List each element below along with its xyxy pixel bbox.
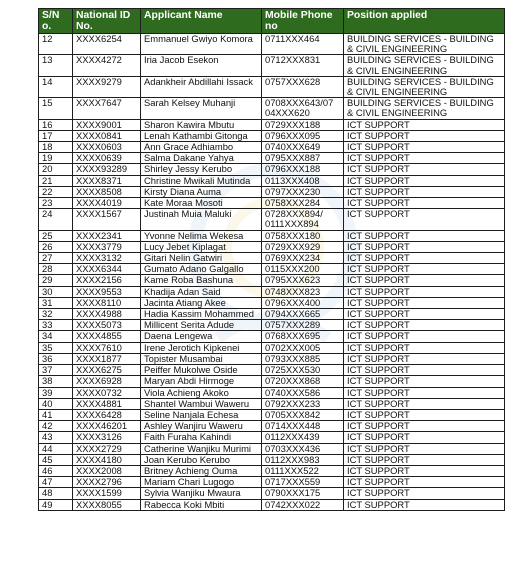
cell-national-id: XXXX8371 xyxy=(73,175,141,186)
cell-position-applied: ICT SUPPORT xyxy=(344,387,505,398)
table-row xyxy=(39,297,505,308)
cell-position-applied: ICT SUPPORT xyxy=(344,409,505,420)
cell-national-id: XXXX6928 xyxy=(73,376,141,387)
cell-position-applied: ICT SUPPORT xyxy=(344,353,505,364)
table-row xyxy=(39,198,505,209)
cell-sn: 23 xyxy=(39,198,73,209)
cell-position-applied: ICT SUPPORT xyxy=(344,230,505,241)
table-row xyxy=(39,253,505,264)
table-row xyxy=(39,477,505,488)
table-row xyxy=(39,331,505,342)
cell-position-applied: BUILDING SERVICES - BUILDING & CIVIL ENGINEERING xyxy=(344,55,505,76)
cell-national-id: XXXX1567 xyxy=(73,209,141,230)
cell-applicant-name: Salma Dakane Yahya xyxy=(141,153,262,164)
cell-mobile-phone: 0729XXX188 xyxy=(262,119,344,130)
cell-sn: 19 xyxy=(39,153,73,164)
cell-applicant-name: Viola Achieng Akoko xyxy=(141,387,262,398)
cell-sn: 41 xyxy=(39,409,73,420)
cell-national-id: XXXX4180 xyxy=(73,454,141,465)
table-row xyxy=(39,454,505,465)
cell-position-applied: ICT SUPPORT xyxy=(344,253,505,264)
cell-national-id: XXXX6428 xyxy=(73,409,141,420)
cell-applicant-name: Justinah Muia Maluki xyxy=(141,209,262,230)
header-mobile-phone: Mobile Phone no xyxy=(262,9,344,34)
cell-national-id: XXXX8508 xyxy=(73,186,141,197)
cell-applicant-name: Yvonne Nelima Wekesa xyxy=(141,230,262,241)
cell-applicant-name: Peiffer Mukolwe Oside xyxy=(141,365,262,376)
cell-mobile-phone: 0111XXX522 xyxy=(262,465,344,476)
cell-applicant-name: Mariam Chari Lugogo xyxy=(141,477,262,488)
cell-sn: 30 xyxy=(39,286,73,297)
cell-applicant-name: Seline Nanjala Echesa xyxy=(141,409,262,420)
cell-position-applied: ICT SUPPORT xyxy=(344,443,505,454)
cell-position-applied: BUILDING SERVICES - BUILDING & CIVIL ENGINEERING xyxy=(344,76,505,97)
cell-mobile-phone: 0112XXX983 xyxy=(262,454,344,465)
cell-position-applied: ICT SUPPORT xyxy=(344,241,505,252)
table-row xyxy=(39,130,505,141)
cell-applicant-name: Christine Mwikali Mutinda xyxy=(141,175,262,186)
cell-applicant-name: Adankheir Abdillahi Issack xyxy=(141,76,262,97)
cell-mobile-phone: 0748XXX823 xyxy=(262,286,344,297)
cell-sn: 45 xyxy=(39,454,73,465)
cell-mobile-phone: 0112XXX439 xyxy=(262,432,344,443)
cell-position-applied: ICT SUPPORT xyxy=(344,365,505,376)
cell-national-id: XXXX2796 xyxy=(73,477,141,488)
table-row xyxy=(39,443,505,454)
cell-national-id: XXXX1599 xyxy=(73,488,141,499)
cell-mobile-phone: 0796XXX095 xyxy=(262,130,344,141)
cell-mobile-phone: 0728XXX894/ 0111XXX894 xyxy=(262,209,344,230)
cell-applicant-name: Shantel Wambui Waweru xyxy=(141,398,262,409)
header-national-id: National ID No. xyxy=(73,9,141,34)
table-row xyxy=(39,275,505,286)
table-row xyxy=(39,387,505,398)
cell-position-applied: ICT SUPPORT xyxy=(344,488,505,499)
cell-mobile-phone: 0757XXX628 xyxy=(262,76,344,97)
cell-applicant-name: Britney Achieng Ouma xyxy=(141,465,262,476)
table-row xyxy=(39,353,505,364)
cell-applicant-name: Kame Roba Bashuna xyxy=(141,275,262,286)
table-row xyxy=(39,186,505,197)
cell-sn: 18 xyxy=(39,142,73,153)
cell-national-id: XXXX9553 xyxy=(73,286,141,297)
cell-sn: 34 xyxy=(39,331,73,342)
cell-mobile-phone: 0796XXX400 xyxy=(262,297,344,308)
cell-position-applied: ICT SUPPORT xyxy=(344,275,505,286)
table-row xyxy=(39,153,505,164)
cell-sn: 29 xyxy=(39,275,73,286)
cell-applicant-name: Lenah Kathambi Gitonga xyxy=(141,130,262,141)
table-row xyxy=(39,421,505,432)
cell-national-id: XXXX4272 xyxy=(73,55,141,76)
cell-sn: 44 xyxy=(39,443,73,454)
cell-sn: 40 xyxy=(39,398,73,409)
cell-position-applied: ICT SUPPORT xyxy=(344,331,505,342)
cell-sn: 38 xyxy=(39,376,73,387)
cell-position-applied: ICT SUPPORT xyxy=(344,130,505,141)
cell-applicant-name: Iria Jacob Esekon xyxy=(141,55,262,76)
cell-applicant-name: Topister Musambai xyxy=(141,353,262,364)
cell-national-id: XXXX4855 xyxy=(73,331,141,342)
cell-national-id: XXXX4881 xyxy=(73,398,141,409)
table-row xyxy=(39,320,505,331)
cell-mobile-phone: 0714XXX448 xyxy=(262,421,344,432)
cell-mobile-phone: 0758XXX180 xyxy=(262,230,344,241)
cell-sn: 32 xyxy=(39,309,73,320)
table-row xyxy=(39,34,505,55)
cell-mobile-phone: 0702XXX005 xyxy=(262,342,344,353)
cell-mobile-phone: 0115XXX200 xyxy=(262,264,344,275)
cell-national-id: XXXX9001 xyxy=(73,119,141,130)
cell-sn: 24 xyxy=(39,209,73,230)
table-row xyxy=(39,409,505,420)
cell-national-id: XXXX7610 xyxy=(73,342,141,353)
cell-mobile-phone: 0797XXX230 xyxy=(262,186,344,197)
cell-national-id: XXXX5073 xyxy=(73,320,141,331)
cell-national-id: XXXX3132 xyxy=(73,253,141,264)
table-row xyxy=(39,488,505,499)
cell-position-applied: ICT SUPPORT xyxy=(344,164,505,175)
cell-sn: 16 xyxy=(39,119,73,130)
table-row xyxy=(39,76,505,97)
table-row xyxy=(39,398,505,409)
cell-sn: 36 xyxy=(39,353,73,364)
cell-sn: 48 xyxy=(39,488,73,499)
table-row xyxy=(39,309,505,320)
cell-national-id: XXXX7647 xyxy=(73,98,141,119)
cell-position-applied: BUILDING SERVICES - BUILDING & CIVIL ENGINEERING xyxy=(344,98,505,119)
cell-position-applied: ICT SUPPORT xyxy=(344,342,505,353)
table-row xyxy=(39,376,505,387)
cell-sn: 15 xyxy=(39,98,73,119)
cell-applicant-name: Faith Furaha Kahindi xyxy=(141,432,262,443)
cell-applicant-name: Sylvia Wanjiku Mwaura xyxy=(141,488,262,499)
cell-position-applied: ICT SUPPORT xyxy=(344,209,505,230)
cell-sn: 31 xyxy=(39,297,73,308)
cell-mobile-phone: 0758XXX284 xyxy=(262,198,344,209)
applicants-table xyxy=(38,8,505,511)
cell-mobile-phone: 0717XXX559 xyxy=(262,477,344,488)
cell-sn: 20 xyxy=(39,164,73,175)
table-row xyxy=(39,98,505,119)
cell-national-id: XXXX0603 xyxy=(73,142,141,153)
cell-mobile-phone: 0757XXX289 xyxy=(262,320,344,331)
cell-national-id: XXXX6344 xyxy=(73,264,141,275)
cell-position-applied: ICT SUPPORT xyxy=(344,376,505,387)
table-row xyxy=(39,230,505,241)
cell-mobile-phone: 0790XXX175 xyxy=(262,488,344,499)
cell-sn: 46 xyxy=(39,465,73,476)
cell-national-id: XXXX2156 xyxy=(73,275,141,286)
cell-mobile-phone: 0705XXX842 xyxy=(262,409,344,420)
cell-national-id: XXXX8055 xyxy=(73,499,141,510)
cell-applicant-name: Rabecca Koki Mbiti xyxy=(141,499,262,510)
cell-applicant-name: Millicent Serita Adude xyxy=(141,320,262,331)
cell-mobile-phone: 0740XXX586 xyxy=(262,387,344,398)
cell-national-id: XXXX2341 xyxy=(73,230,141,241)
cell-sn: 26 xyxy=(39,241,73,252)
cell-mobile-phone: 0740XXX649 xyxy=(262,142,344,153)
cell-position-applied: ICT SUPPORT xyxy=(344,477,505,488)
cell-applicant-name: Emmanuel Gwiyo Komora xyxy=(141,34,262,55)
cell-mobile-phone: 0708XXX643/07 04XXX620 xyxy=(262,98,344,119)
cell-mobile-phone: 0793XXX885 xyxy=(262,353,344,364)
cell-position-applied: ICT SUPPORT xyxy=(344,297,505,308)
table-row xyxy=(39,241,505,252)
cell-mobile-phone: 0725XXX530 xyxy=(262,365,344,376)
table-row xyxy=(39,264,505,275)
cell-position-applied: ICT SUPPORT xyxy=(344,499,505,510)
cell-applicant-name: Kirsty Diana Auma xyxy=(141,186,262,197)
cell-sn: 14 xyxy=(39,76,73,97)
table-row xyxy=(39,209,505,230)
cell-applicant-name: Sarah Kelsey Muhanji xyxy=(141,98,262,119)
table-row xyxy=(39,55,505,76)
table-row xyxy=(39,175,505,186)
table-row xyxy=(39,142,505,153)
cell-applicant-name: Jacinta Atiang Akee xyxy=(141,297,262,308)
cell-sn: 47 xyxy=(39,477,73,488)
cell-national-id: XXXX2008 xyxy=(73,465,141,476)
cell-position-applied: ICT SUPPORT xyxy=(344,309,505,320)
cell-national-id: XXXX0732 xyxy=(73,387,141,398)
header-applicant-name: Applicant Name xyxy=(141,9,262,34)
table-row xyxy=(39,365,505,376)
cell-national-id: XXXX0639 xyxy=(73,153,141,164)
cell-national-id: XXXX2729 xyxy=(73,443,141,454)
header-position-applied: Position applied xyxy=(344,9,505,34)
cell-mobile-phone: 0729XXX929 xyxy=(262,241,344,252)
header-sn: S/N o. xyxy=(39,9,73,34)
cell-national-id: XXXX3779 xyxy=(73,241,141,252)
cell-mobile-phone: 0712XXX831 xyxy=(262,55,344,76)
cell-position-applied: BUILDING SERVICES - BUILDING & CIVIL ENGINEERING xyxy=(344,34,505,55)
cell-national-id: XXXX8110 xyxy=(73,297,141,308)
cell-position-applied: ICT SUPPORT xyxy=(344,175,505,186)
cell-applicant-name: Sharon Kawira Mbutu xyxy=(141,119,262,130)
cell-position-applied: ICT SUPPORT xyxy=(344,432,505,443)
table-row xyxy=(39,432,505,443)
cell-applicant-name: Joan Kerubo Kerubo xyxy=(141,454,262,465)
cell-applicant-name: Catherine Wanjiku Murimi xyxy=(141,443,262,454)
cell-sn: 22 xyxy=(39,186,73,197)
cell-applicant-name: Gitari Nelin Gatwiri xyxy=(141,253,262,264)
cell-national-id: XXXX4019 xyxy=(73,198,141,209)
cell-sn: 42 xyxy=(39,421,73,432)
cell-applicant-name: Maryan Abdi Hirmoge xyxy=(141,376,262,387)
cell-sn: 13 xyxy=(39,55,73,76)
cell-national-id: XXXX0841 xyxy=(73,130,141,141)
cell-mobile-phone: 0796XXX188 xyxy=(262,164,344,175)
cell-national-id: XXXX6275 xyxy=(73,365,141,376)
cell-applicant-name: Hadia Kassim Mohammed xyxy=(141,309,262,320)
cell-applicant-name: Daena Lengewa xyxy=(141,331,262,342)
cell-position-applied: ICT SUPPORT xyxy=(344,398,505,409)
cell-applicant-name: Irene Jerotich Kipkenei xyxy=(141,342,262,353)
cell-national-id: XXXX9279 xyxy=(73,76,141,97)
cell-national-id: XXXX93289 xyxy=(73,164,141,175)
cell-sn: 35 xyxy=(39,342,73,353)
table-row xyxy=(39,119,505,130)
cell-sn: 25 xyxy=(39,230,73,241)
table-row xyxy=(39,342,505,353)
cell-sn: 37 xyxy=(39,365,73,376)
cell-mobile-phone: 0794XXX665 xyxy=(262,309,344,320)
cell-applicant-name: Ashley Wanjiru Waweru xyxy=(141,421,262,432)
cell-national-id: XXXX46201 xyxy=(73,421,141,432)
cell-applicant-name: Kate Moraa Mosoti xyxy=(141,198,262,209)
cell-sn: 21 xyxy=(39,175,73,186)
cell-position-applied: ICT SUPPORT xyxy=(344,286,505,297)
cell-mobile-phone: 0792XXX233 xyxy=(262,398,344,409)
cell-applicant-name: Khadija Adan Said xyxy=(141,286,262,297)
cell-position-applied: ICT SUPPORT xyxy=(344,186,505,197)
cell-applicant-name: Lucy Jebet Kiplagat xyxy=(141,241,262,252)
cell-sn: 39 xyxy=(39,387,73,398)
cell-national-id: XXXX4988 xyxy=(73,309,141,320)
cell-position-applied: ICT SUPPORT xyxy=(344,153,505,164)
cell-position-applied: ICT SUPPORT xyxy=(344,264,505,275)
cell-mobile-phone: 0742XXX022 xyxy=(262,499,344,510)
cell-national-id: XXXX6254 xyxy=(73,34,141,55)
table-header-row xyxy=(39,9,505,34)
cell-applicant-name: Shirley Jessy Kerubo xyxy=(141,164,262,175)
table-row xyxy=(39,164,505,175)
cell-position-applied: ICT SUPPORT xyxy=(344,465,505,476)
cell-mobile-phone: 0768XXX695 xyxy=(262,331,344,342)
cell-mobile-phone: 0703XXX436 xyxy=(262,443,344,454)
cell-position-applied: ICT SUPPORT xyxy=(344,454,505,465)
cell-mobile-phone: 0795XXX887 xyxy=(262,153,344,164)
cell-position-applied: ICT SUPPORT xyxy=(344,119,505,130)
cell-mobile-phone: 0720XXX868 xyxy=(262,376,344,387)
cell-sn: 27 xyxy=(39,253,73,264)
table-row xyxy=(39,286,505,297)
cell-position-applied: ICT SUPPORT xyxy=(344,421,505,432)
cell-national-id: XXXX1877 xyxy=(73,353,141,364)
cell-sn: 49 xyxy=(39,499,73,510)
cell-sn: 33 xyxy=(39,320,73,331)
cell-position-applied: ICT SUPPORT xyxy=(344,320,505,331)
cell-mobile-phone: 0113XXX408 xyxy=(262,175,344,186)
cell-sn: 43 xyxy=(39,432,73,443)
cell-national-id: XXXX3126 xyxy=(73,432,141,443)
cell-position-applied: ICT SUPPORT xyxy=(344,198,505,209)
cell-mobile-phone: 0795XXX623 xyxy=(262,275,344,286)
cell-sn: 28 xyxy=(39,264,73,275)
cell-mobile-phone: 0769XXX234 xyxy=(262,253,344,264)
cell-applicant-name: Gumato Adano Galgallo xyxy=(141,264,262,275)
cell-applicant-name: Ann Grace Adhiambo xyxy=(141,142,262,153)
table-row xyxy=(39,465,505,476)
table-row xyxy=(39,499,505,510)
cell-sn: 12 xyxy=(39,34,73,55)
cell-mobile-phone: 0711XXX464 xyxy=(262,34,344,55)
cell-position-applied: ICT SUPPORT xyxy=(344,142,505,153)
cell-sn: 17 xyxy=(39,130,73,141)
